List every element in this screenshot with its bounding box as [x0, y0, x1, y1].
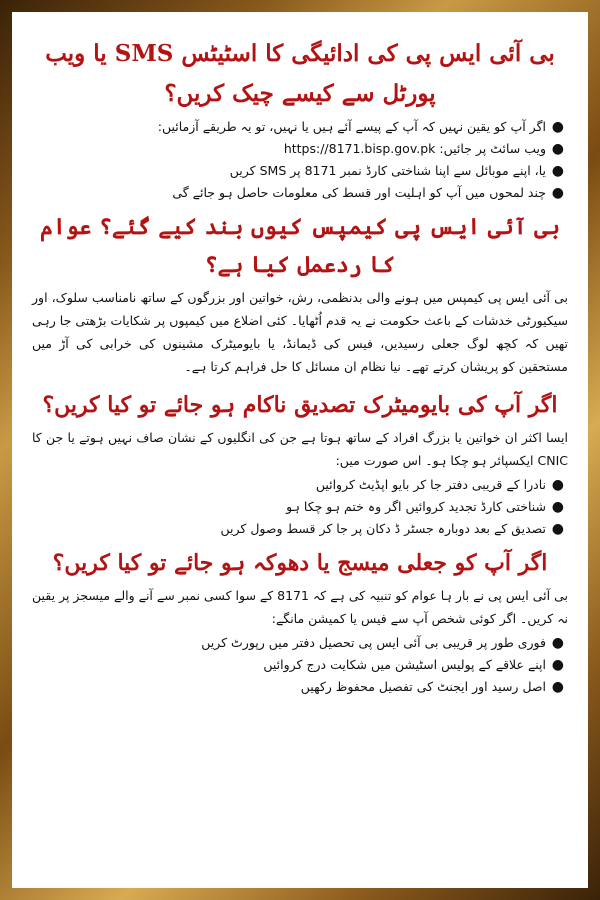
section3-list [32, 474, 568, 540]
bullet-icon: ● [551, 657, 564, 673]
bullet-icon: ● [551, 679, 564, 695]
bullet-icon: ● [551, 119, 564, 135]
section3-title: اگر آپ کی بایومیٹرک تصدیق ناکام ہو جائے تو کیا کریں؟ [42, 392, 558, 418]
bullet-icon: ● [551, 163, 564, 179]
bullet-icon: ● [551, 141, 564, 157]
section4-list [32, 632, 568, 698]
list-item: ● اصل رسید اور ایجنٹ کی تفصیل محفوظ رکھیں [32, 676, 546, 698]
section4-paragraph: بی آئی ایس پی نے بار ہا عوام کو تنبیہ کی ہے کہ 8171 کے سوا کسی نمبر سے آنے والے میسجز پر یقین نہ کریں۔ اگر کوئی شخص آپ سے فیس یا کمیشن مانگے: [32, 588, 568, 626]
bullet-icon: ● [551, 521, 564, 537]
list-item: ● ویب سائٹ پر جائیں: https://8171.bisp.gov.pk [32, 138, 546, 160]
list-item: ● اگر آپ کو یقین نہیں کہ آپ کے پیسے آئے ہیں یا نہیں، تو یہ طریقے آزمائیں: [32, 116, 546, 138]
section1-list [32, 116, 568, 204]
list-item: ● نادرا کے قریبی دفتر جا کر بایو اپڈیٹ کروائیں [32, 474, 546, 496]
section4-title: اگر آپ کو جعلی میسج یا دھوکہ ہو جائے تو کیا کریں؟ [52, 550, 548, 576]
article-card [12, 12, 588, 888]
section3-paragraph: ایسا اکثر ان خواتین یا بزرگ افراد کے ساتھ ہوتا ہے جن کی انگلیوں کے نشان صاف نہیں ہوتے یا جن کا CNIC ایکسپائر ہو چکا ہو۔ اس صورت میں: [32, 430, 568, 468]
bullet-icon: ● [551, 185, 564, 201]
list-item: ● اپنے علاقے کے پولیس اسٹیشن میں شکایت درج کروائیں [32, 654, 546, 676]
list-item: ● شناختی کارڈ تجدید کروائیں اگر وہ ختم ہو چکا ہو [32, 496, 546, 518]
bullet-icon: ● [551, 477, 564, 493]
section2-title: بی آئی ایس پی کیمپس کیوں بند کیے گئے؟ عوام کا ردعمل کیا ہے؟ [39, 214, 561, 278]
list-item: ● چند لمحوں میں آپ کو اہلیت اور قسط کی معلومات حاصل ہو جائے گی [32, 182, 546, 204]
list-item: ● یا، اپنے موبائل سے اپنا شناختی کارڈ نمبر 8171 پر SMS کریں [32, 160, 546, 182]
list-item: ● فوری طور پر قریبی بی آئی ایس پی تحصیل دفتر میں رپورٹ کریں [32, 632, 546, 654]
section2-paragraph: بی آئی ایس پی کیمپس میں ہونے والی بدنظمی، رش، خواتین اور بزرگوں کے ساتھ نامناسب سلوک، اور سیکیورٹی خدشات کے باعث حکومت نے یہ قدم اُٹھایا۔ کئی اضلاع میں کیمپوں پر شکایات بڑھتی جا رہی تھیں کہ کچھ لوگ جعلی رسیدیں، فیس کی ڈیمانڈ، یا بایومیٹرک مشینوں کی خرابی کی آڑ میں مستحقین کو پریشان کرتے تھے۔ نیا نظام ان مسائل کا حل فراہم کرتا ہے۔ [32, 290, 568, 374]
bullet-icon: ● [551, 499, 564, 515]
bullet-icon: ● [551, 635, 564, 651]
section1-title: بی آئی ایس پی کی ادائیگی کا اسٹیٹس SMS یا ویب پورٹل سے کیسے چیک کریں؟ [45, 40, 555, 107]
list-item: ● تصدیق کے بعد دوبارہ جسٹر ڈ دکان پر جا کر قسط وصول کریں [32, 518, 546, 540]
